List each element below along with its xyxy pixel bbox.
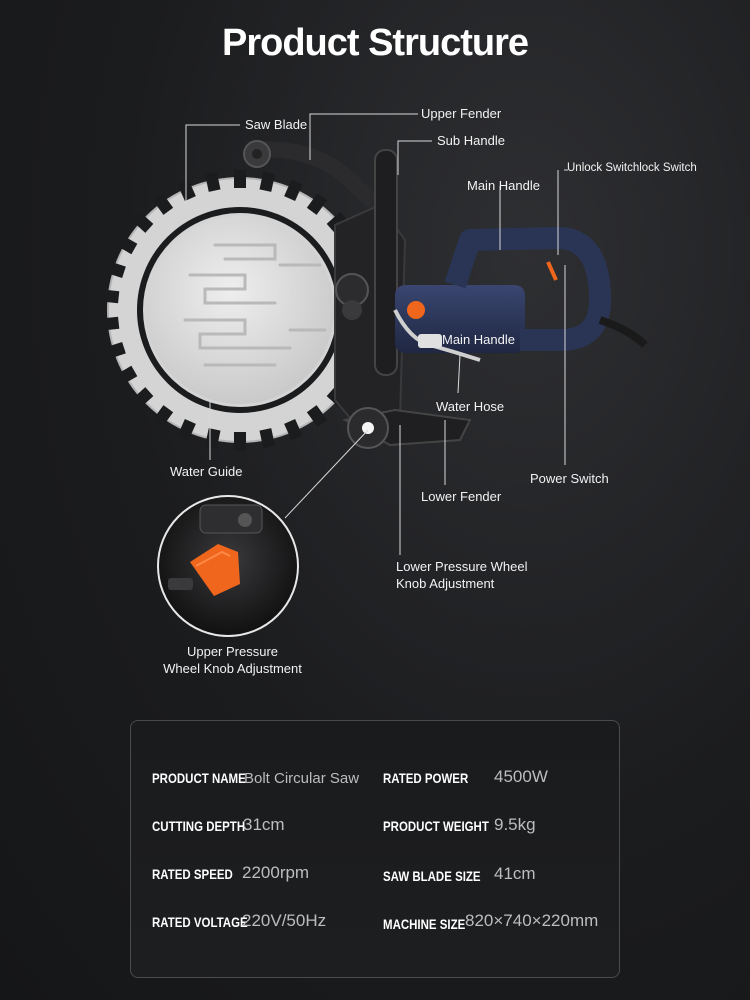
spec-val-saw-blade-size: 41cm (494, 864, 536, 883)
spec-val-rated-voltage: 220V/50Hz (242, 911, 327, 930)
label-unlock-switch: Unlock Switchlock Switch (567, 162, 697, 174)
sub-handle (375, 150, 397, 375)
spec-key-machine-size: MACHINE SIZE (383, 916, 466, 932)
spec-val-product-weight: 9.5kg (494, 815, 536, 834)
spec-key-product-name: PRODUCT NAME (152, 770, 246, 786)
label-main-handle-top: Main Handle (467, 178, 540, 193)
label-sub-handle: Sub Handle (437, 133, 505, 148)
upper-pressure-inset (158, 496, 298, 636)
spec-key-rated-voltage: RATED VOLTAGE (152, 914, 248, 930)
label-upper-fender: Upper Fender (421, 106, 502, 121)
spec-key-rated-power: RATED POWER (383, 770, 469, 786)
label-water-guide: Water Guide (170, 464, 243, 479)
label-lower-fender: Lower Fender (421, 489, 502, 504)
label-main-handle-mid: Main Handle (442, 332, 515, 347)
label-saw-blade: Saw Blade (245, 117, 308, 132)
spec-val-rated-power: 4500W (494, 767, 548, 786)
spec-val-cutting-depth: 31cm (243, 815, 285, 834)
spec-key-saw-blade-size: SAW BLADE SIZE (383, 868, 481, 884)
page-title: Product Structure (221, 22, 529, 64)
spec-key-product-weight: PRODUCT WEIGHT (383, 818, 489, 834)
spec-key-cutting-depth: CUTTING DEPTH (152, 818, 246, 834)
label-water-hose: Water Hose (436, 399, 505, 414)
label-lower-pressure: Lower Pressure Wheel Knob Adjustment (396, 559, 528, 591)
label-upper-pressure: Upper Pressure Wheel Knob Adjustment (163, 644, 302, 676)
spec-val-product-name: Bolt Circular Saw (244, 770, 360, 787)
spec-panel (130, 720, 620, 978)
spec-key-rated-speed: RATED SPEED (152, 866, 233, 882)
label-power-switch: Power Switch (530, 471, 609, 486)
spec-val-rated-speed: 2200rpm (242, 863, 310, 882)
spec-val-machine-size: 820×740×220mm (465, 911, 599, 930)
